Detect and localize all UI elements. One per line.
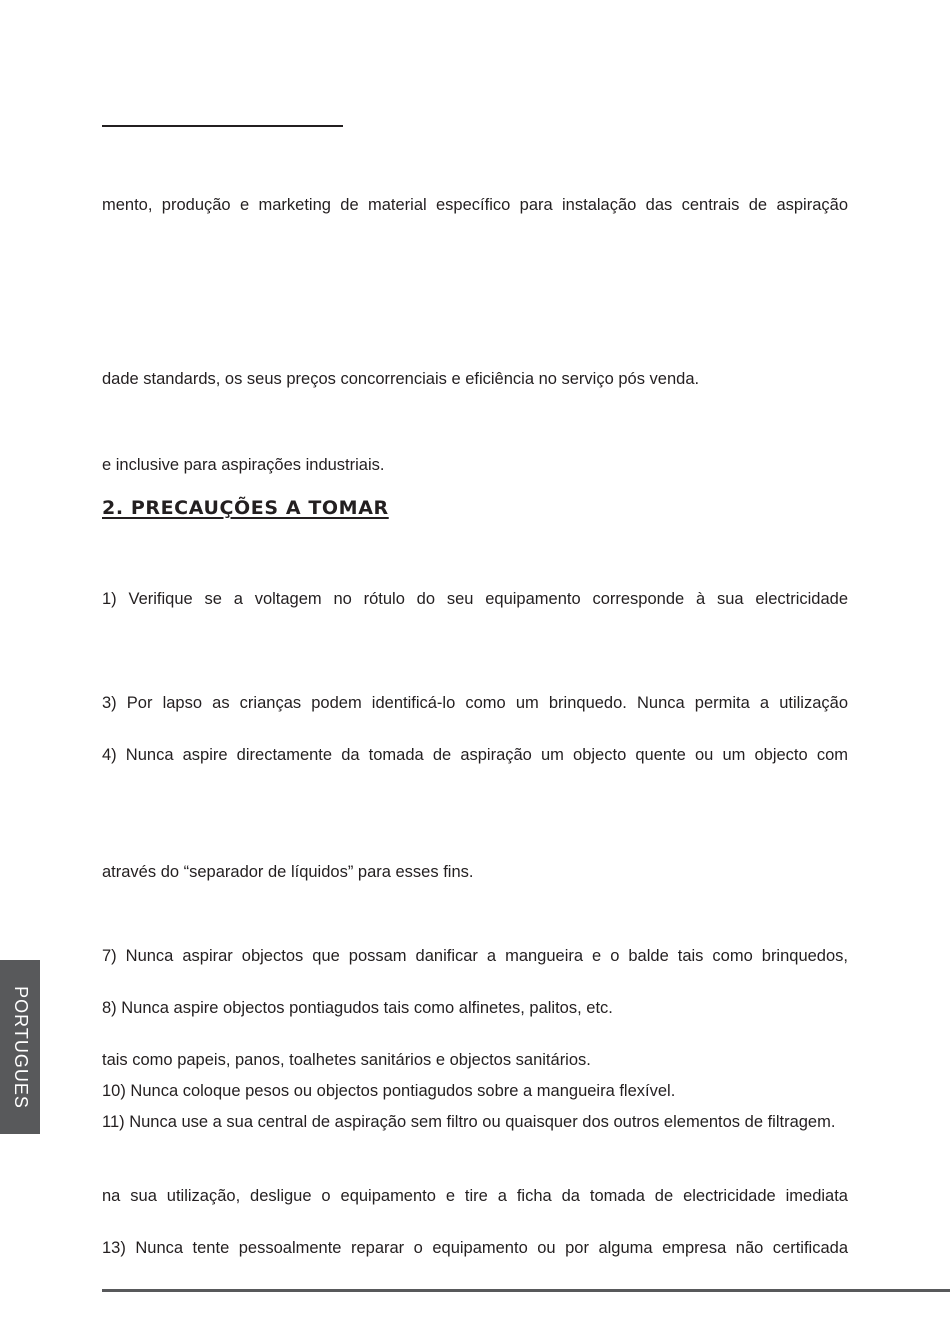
precaution-line: 4) Nunca aspire directamente da tomada de aspiração um objecto quente ou um objecto com — [102, 746, 848, 764]
top-rule — [102, 125, 343, 127]
precaution-line: 13) Nunca tente pessoalmente reparar o equipamento ou por alguma empresa não certificada — [102, 1239, 848, 1257]
precaution-line: 1) Verifique se a voltagem no rótulo do seu equipamento corresponde à sua electricidade — [102, 590, 848, 608]
language-tab-label: PORTUGUES — [10, 985, 31, 1109]
paragraph-line: mento, produção e marketing de material específico para instalação das centrais de aspiração — [102, 196, 848, 214]
precaution-line: 7) Nunca aspirar objectos que possam danificar a mangueira e o balde tais como brinquedos, — [102, 947, 848, 965]
bottom-rule — [102, 1289, 950, 1292]
precaution-line: tais como papeis, panos, toalhetes sanitários e objectos sanitários. — [102, 1051, 591, 1069]
precaution-line: através do “separador de líquidos” para esses fins. — [102, 863, 474, 881]
section-heading: 2. PRECAUÇÕES A TOMAR — [102, 497, 389, 519]
paragraph-line: dade standards, os seus preços concorrenciais e eficiência no serviço pós venda. — [102, 370, 700, 388]
precaution-line: 3) Por lapso as crianças podem identificá-lo como um brinquedo. Nunca permita a utilização — [102, 694, 848, 712]
precaution-line: na sua utilização, desligue o equipamento e tire a ficha da tomada de electricidade imediata — [102, 1187, 848, 1205]
language-side-tab — [0, 960, 40, 1134]
precaution-line: 10) Nunca coloque pesos ou objectos pontiagudos sobre a mangueira flexível. — [102, 1082, 676, 1100]
paragraph-line: e inclusive para aspirações industriais. — [102, 456, 385, 474]
precaution-line: 8) Nunca aspire objectos pontiagudos tais como alfinetes, palitos, etc. — [102, 999, 613, 1017]
precaution-line: 11) Nunca use a sua central de aspiração sem filtro ou quaisquer dos outros elementos de filtragem. — [102, 1113, 836, 1131]
